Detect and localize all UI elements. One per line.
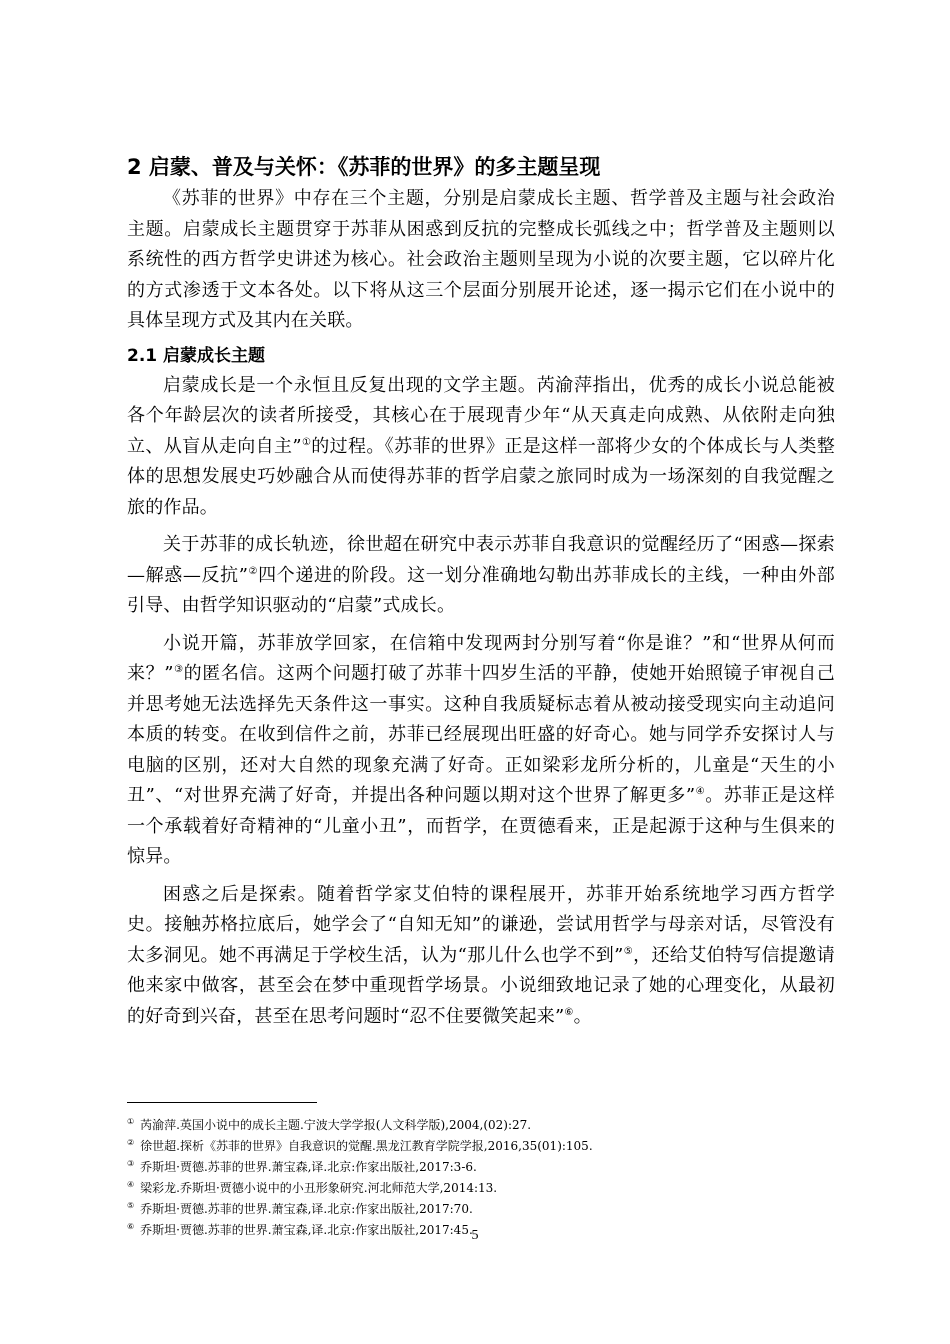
section-heading: 2 启蒙、普及与关怀：《苏菲的世界》的多主题呈现	[127, 155, 601, 179]
paragraph-2	[127, 530, 835, 622]
paragraph-4-text-b: ，还给艾伯特写信提邀请他来家中做客，甚至会在梦中重现哲学场景。小说细致地记录了她的心理变化，从最初的好奇到兴奋，甚至在思考问题时“忍不住要微笑起来”	[127, 944, 835, 1027]
paragraph-4-text-c: 。	[573, 1005, 592, 1027]
footnote-3	[127, 1155, 835, 1176]
main-content	[127, 150, 835, 1032]
footnote-4	[127, 1176, 835, 1197]
footnote-mark-2: ②	[127, 1138, 135, 1147]
paragraph-1-text-b: 的过程。《苏菲的世界》正是这样一部将少女的个体成长与人类整体的思想发展史巧妙融合从而使得苏菲的哲学启蒙之旅同时成为一场深刻的自我觉醒之旅的作品。	[127, 435, 835, 518]
paragraph-2-text-a: 关于苏菲的成长轨迹，徐世超在研究中表示苏菲自我意识的觉醒经历了“困惑—探索—解惑—反抗”	[127, 534, 835, 586]
section-intro-paragraph: 《苏菲的世界》中存在三个主题，分别是启蒙成长主题、哲学普及主题与社会政治主题。启蒙成长主题贯穿于苏菲从困惑到反抗的完整成长弧线之中；哲学普及主题则以系统性的西方哲学史讲述为核心。社会政治主题则呈现为小说的次要主题，它以碎片化的方式渗透于文本各处。以下将从这三个层面分别展开论述，逐一揭示它们在小说中的具体呈现方式及其内在关联。	[127, 188, 835, 331]
footnote-mark-6: ⑥	[127, 1222, 135, 1231]
footnote-text-4: 梁彩龙.乔斯坦·贾德小说中的小丑形象研究.河北师范大学,2014:13.	[140, 1181, 498, 1195]
footnote-ref-3[interactable]: ③	[173, 664, 184, 675]
footnote-ref-1[interactable]: ①	[301, 436, 312, 448]
footnote-text-1: 芮渝萍.英国小说中的成长主题.宁波大学学报(人文科学版),2004,(02):27.	[140, 1118, 532, 1132]
footnote-5	[127, 1197, 835, 1218]
footnote-mark-1: ①	[127, 1117, 135, 1126]
footnote-mark-3: ③	[127, 1159, 135, 1168]
paragraph-1	[127, 371, 835, 524]
footnote-2	[127, 1134, 835, 1155]
paragraph-4-text-a: 困惑之后是探索。随着哲学家艾伯特的课程展开，苏菲开始系统地学习西方哲学史。接触苏格拉底后，她学会了“自知无知”的谦逊，尝试用哲学与母亲对话，尽管没有太多洞见。她不再满足于学校生活，认为“那儿什么也学不到”	[127, 883, 835, 966]
footnotes-section	[127, 1102, 835, 1239]
footnote-1	[127, 1113, 835, 1134]
footnote-separator	[127, 1102, 317, 1103]
paragraph-2-text-b: 四个递进的阶段。这一划分准确地勾勒出苏菲成长的主线，一种由外部引导、由哲学知识驱动的“启蒙”式成长。	[127, 564, 835, 616]
footnote-ref-6[interactable]: ⑥	[564, 1006, 574, 1018]
footnote-ref-2[interactable]: ②	[248, 565, 259, 577]
footnote-mark-5: ⑤	[127, 1201, 135, 1210]
footnote-ref-4[interactable]: ④	[695, 786, 706, 797]
footnote-text-2: 徐世超.探析《苏菲的世界》自我意识的觉醒.黑龙江教育学院学报,2016,35(01):105.	[140, 1139, 593, 1153]
paragraph-3-text-a: 小说开篇，苏菲放学回家，在信箱中发现两封分别写着“你是谁？”和“世界从何而来？”	[127, 632, 835, 684]
footnote-text-6: 乔斯坦·贾德.苏菲的世界.萧宝森,译.北京:作家出版社,2017:45.	[140, 1223, 473, 1237]
footnote-text-3: 乔斯坦·贾德.苏菲的世界.萧宝森,译.北京:作家出版社,2017:3-6.	[140, 1160, 477, 1174]
paragraph-3-text-b: 的匿名信。这两个问题打破了苏菲十四岁生活的平静，使她开始照镜子审视自己并思考她无法选择先天条件这一事实。这种自我质疑标志着从被动接受现实向主动追问本质的转变。在收到信件之前，苏菲已经展现出旺盛的好奇心。她与同学乔安探讨人与电脑的区别，还对大自然的现象充满了好奇。正如梁彩龙所分析的，儿童是“天生的小丑”、“对世界充满了好奇，并提出各种问题以期对这个世界了解更多”	[127, 663, 835, 806]
footnote-ref-5[interactable]: ⑤	[623, 945, 634, 957]
footnote-text-5: 乔斯坦·贾德.苏菲的世界.萧宝森,译.北京:作家出版社,2017:70.	[140, 1202, 473, 1216]
page-number: 5	[471, 1228, 479, 1243]
subsection-heading: 2.1 启蒙成长主题	[127, 345, 266, 366]
paragraph-1-text-a: 启蒙成长是一个永恒且反复出现的文学主题。芮渝萍指出，优秀的成长小说总能被各个年龄层次的读者所接受，其核心在于展现青少年“从天真走向成熟、从依附走向独立、从盲从走向自主”	[127, 374, 835, 457]
paragraph-4	[127, 880, 835, 1033]
paragraph-3	[127, 629, 835, 873]
footnote-mark-4: ④	[127, 1180, 135, 1189]
paragraph-3-text-c: 。苏菲正是这样一个承载着好奇精神的“儿童小丑”，而哲学，在贾德看来，正是起源于这种与生俱来的惊异。	[127, 785, 835, 867]
